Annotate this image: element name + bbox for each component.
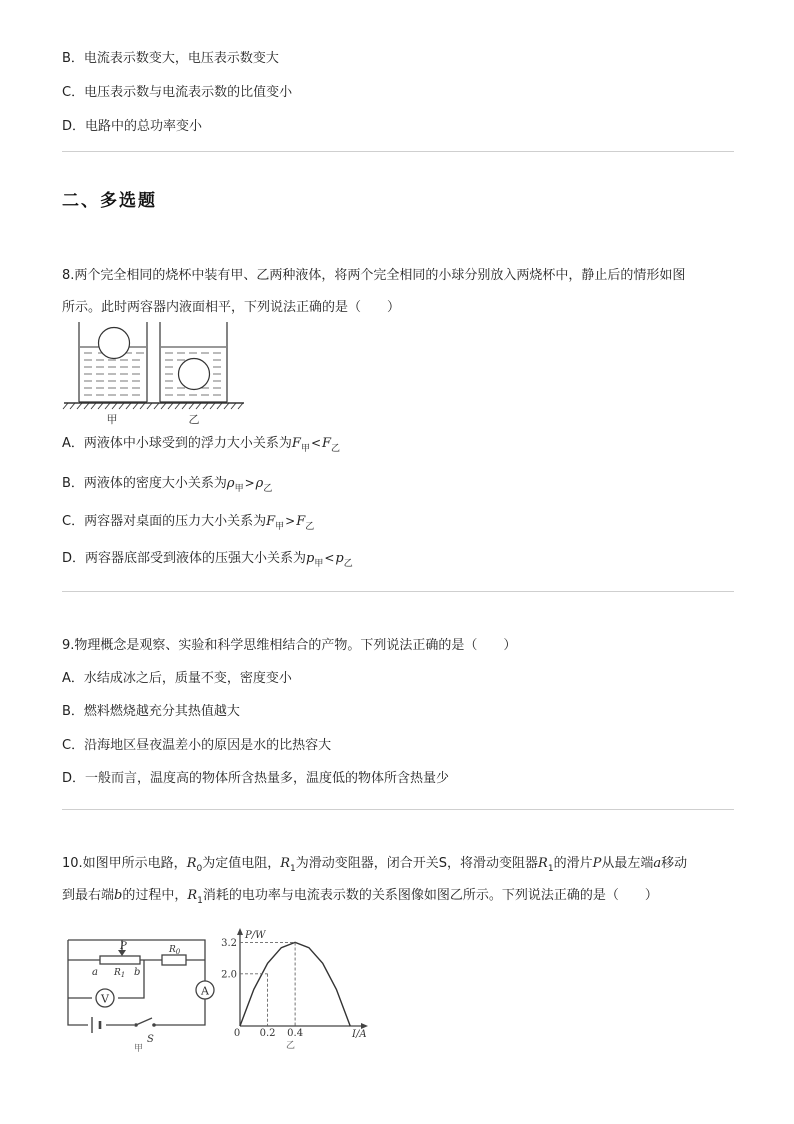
q7-option-c: C．电压表示数与电流表示数的比值变小 xyxy=(62,85,293,100)
label-a: a xyxy=(92,967,98,978)
y-tick-label: 3.2 xyxy=(221,937,237,949)
label-b: b xyxy=(134,967,141,978)
ball-left xyxy=(99,328,130,359)
switch-icon xyxy=(134,1018,156,1027)
y-axis-arrow xyxy=(237,928,243,935)
divider xyxy=(62,809,734,810)
fig-label-circuit: 甲 xyxy=(134,1044,144,1054)
fig-label-graph: 乙 xyxy=(286,1041,296,1051)
q10-circuit-figure xyxy=(62,930,222,1054)
divider xyxy=(62,591,734,592)
q9-option-d: D．一般而言，温度高的物体所含热量多，温度低的物体所含热量少 xyxy=(62,771,450,786)
divider xyxy=(62,151,734,152)
q9-option-a: A．水结成冰之后，质量不变，密度变小 xyxy=(62,671,292,686)
beaker-left xyxy=(79,322,147,402)
beaker-right xyxy=(160,322,227,402)
fig-label-left: 甲 xyxy=(106,413,118,426)
voltmeter-icon xyxy=(96,989,114,1007)
y-tick-label: 2.0 xyxy=(221,969,237,981)
section-title: 二、多选题 xyxy=(62,191,157,211)
table-surface xyxy=(63,403,244,409)
q9-option-c: C．沿海地区昼夜温差小的原因是水的比热容大 xyxy=(62,738,332,753)
q8-option-c: C．两容器对桌面的压力大小关系为$F_甲>F_乙$ xyxy=(62,514,315,532)
y-axis-label: P/W xyxy=(245,930,266,941)
q8-option-b: B．两液体的密度大小关系为$\rho_甲>\rho_乙$ xyxy=(62,476,273,494)
label-r1: $R_1$ xyxy=(114,968,126,979)
origin-label: 0 xyxy=(233,1028,241,1039)
svg-text:V: V xyxy=(101,992,109,1006)
q8-option-d: D．两容器底部受到液体的压强大小关系为$p_甲<p_乙$ xyxy=(62,551,353,569)
x-tick-label: 0.2 xyxy=(259,1028,276,1039)
x-axis-label: I/A xyxy=(352,1029,367,1040)
resistor-r0 xyxy=(162,955,186,965)
q8-stem-line1: 8.两个完全相同的烧杯中装有甲、乙两种液体，将两个完全相同的小球分别放入两烧杯中，静止后的情形如图 xyxy=(62,268,686,283)
label-p: P xyxy=(120,941,127,952)
x-tick-label: 0.4 xyxy=(287,1028,304,1039)
q8-stem-line2: 所示。此时两容器内液面相平，下列说法正确的是（ ） xyxy=(62,300,401,315)
q7-option-d: D．电路中的总功率变小 xyxy=(62,119,203,134)
label-r0: $R_0$ xyxy=(169,945,181,956)
q7-option-b: B．电流表示数变大，电压表示数变大 xyxy=(62,51,279,66)
rheostat-r1 xyxy=(100,950,140,964)
q10-power-graph xyxy=(214,926,384,1054)
ball-right xyxy=(179,359,210,390)
q9-option-b: B．燃料燃烧越充分其热值越大 xyxy=(62,704,240,719)
q9-stem: 9.物理概念是观察、实验和科学思维相结合的产物。下列说法正确的是（ ） xyxy=(62,638,517,653)
q10-stem-line1: 10.如图甲所示电路，$R_0$为定值电阻，$R_1$为滑动变阻器，闭合开关S，将滑动变阻器$R_1$的滑片P从最左端a移动 xyxy=(62,856,688,874)
svg-text:A: A xyxy=(201,984,209,998)
ammeter-icon xyxy=(196,981,214,999)
label-s: S xyxy=(147,1034,154,1045)
battery-icon xyxy=(92,1017,100,1033)
q8-beakers-figure xyxy=(62,320,247,428)
q8-option-a: A．两液体中小球受到的浮力大小关系为$F_甲<F_乙$ xyxy=(62,436,341,454)
q10-stem-line2: 到最右端b的过程中，$R_1$消耗的电功率与电流表示数的关系图像如图乙所示。下列说法正确的是（ ） xyxy=(62,888,658,906)
fig-label-right: 乙 xyxy=(188,413,200,426)
